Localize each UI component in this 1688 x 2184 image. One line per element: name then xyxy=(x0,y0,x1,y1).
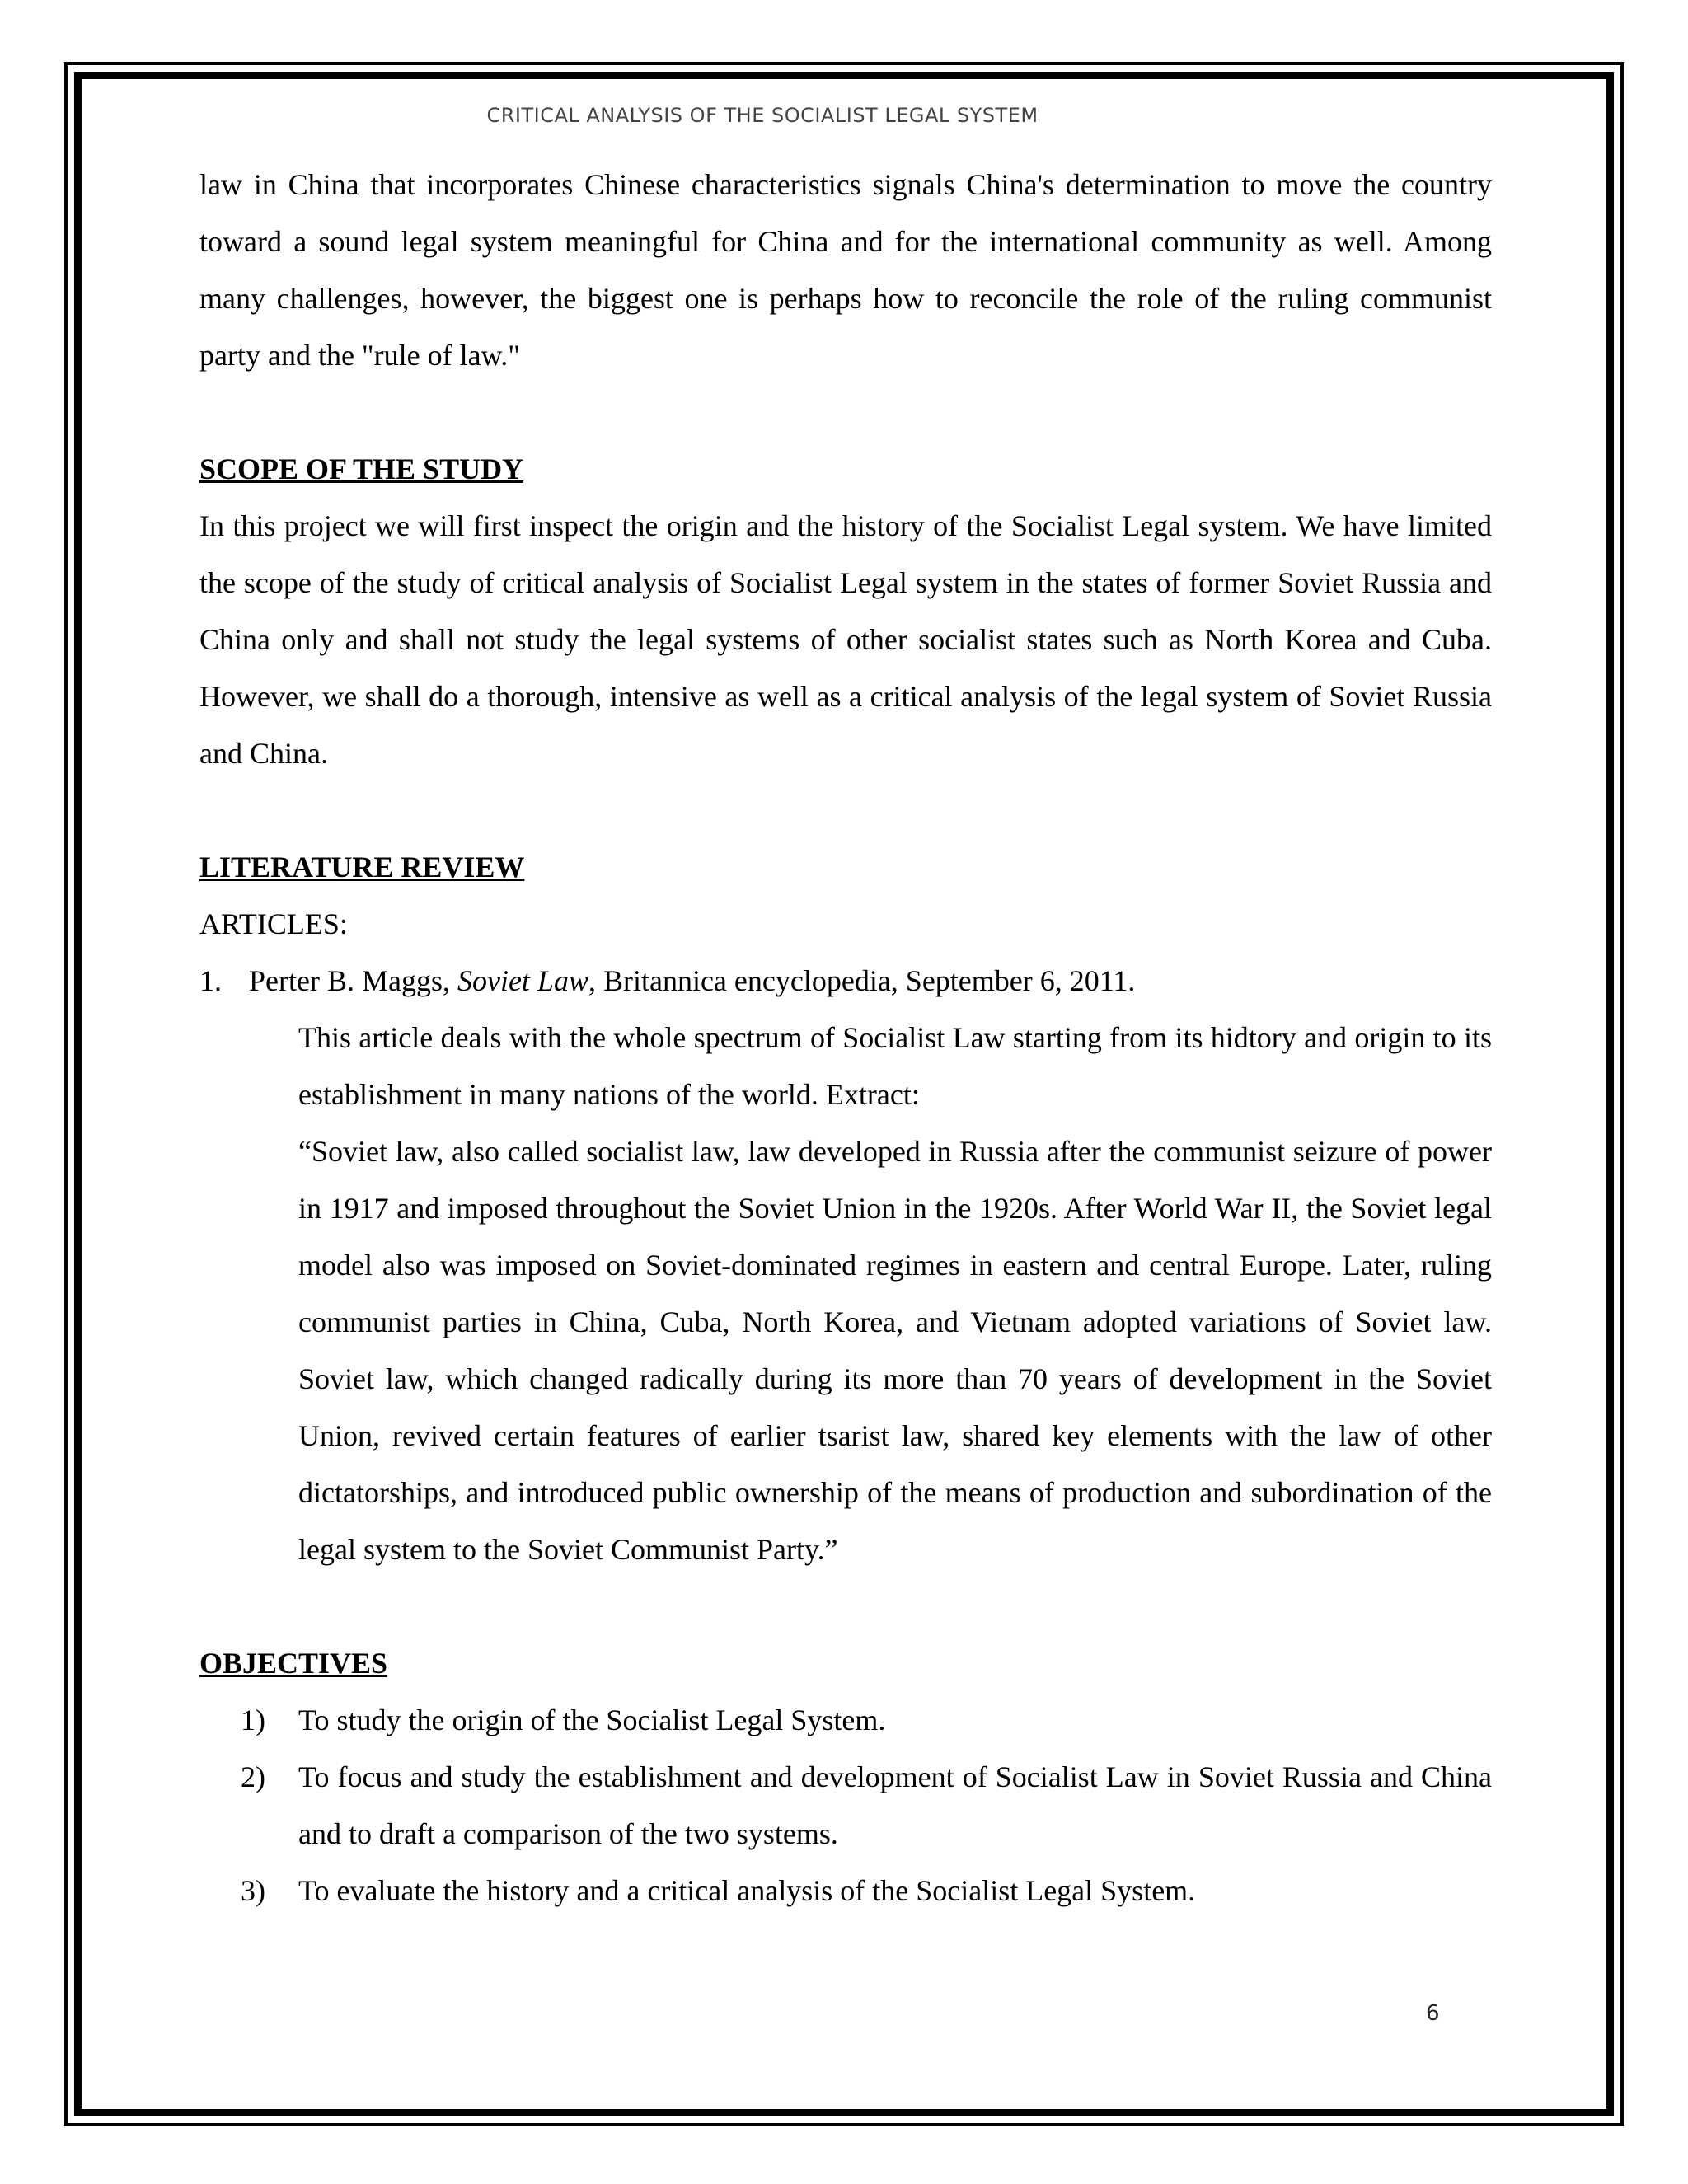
article-description: This article deals with the whole spectrum of Socialist Law starting from its hidtory and origin to its establishment in many nations of the world. Extract: xyxy=(298,1021,1492,1111)
scope-heading: SCOPE OF THE STUDY xyxy=(199,452,524,485)
section-gap xyxy=(199,1578,1492,1635)
section-gap xyxy=(199,384,1492,441)
article-source: , Britannica encyclopedia, September 6, 2011. xyxy=(588,964,1136,997)
objective-text: To evaluate the history and a critical analysis of the Socialist Legal System. xyxy=(298,1874,1196,1907)
running-header: CRITICAL ANALYSIS OF THE SOCIALIST LEGAL SYSTEM xyxy=(486,104,1039,127)
objective-number: 2) xyxy=(241,1760,265,1793)
literature-heading: LITERATURE REVIEW xyxy=(199,851,525,883)
objective-item xyxy=(199,1749,1492,1863)
intro-paragraph: law in China that incorporates Chinese characteristics signals China's determination to move the country toward a sound legal system meaningful for China and for the international community as well. Among many challenges, however, the biggest one is perhaps how to reconcile the role of the ruling communist party and the "rule of law." xyxy=(199,168,1492,372)
objective-text: To focus and study the establishment and development of Socialist Law in Soviet Russia and China and to draft a comparison of the two systems. xyxy=(298,1760,1492,1850)
article-title: Soviet Law xyxy=(457,964,588,997)
page-number: 6 xyxy=(1426,2001,1440,2026)
objective-item xyxy=(199,1863,1492,1919)
page-body xyxy=(199,157,1492,1919)
citation-text xyxy=(249,953,1135,1010)
article-quote: “Soviet law, also called socialist law, law developed in Russia after the communist seizure of power in 1917 and imposed throughout the Soviet Union in the 1920s. After World War II, the Soviet legal model also was imposed on Soviet-dominated regimes in eastern and central Europe. Later, ruling communist parties in China, Cuba, North Korea, and Vietnam adopted variations of Soviet law. Soviet law, which changed radically during its more than 70 years of development in the Soviet Union, revived certain features of earlier tsarist law, shared key elements with the law of other dictatorships, and introduced public ownership of the means of production and subordination of the legal system to the Soviet Communist Party.” xyxy=(298,1135,1492,1566)
objective-number: 1) xyxy=(241,1704,265,1736)
objective-text: To study the origin of the Socialist Legal System. xyxy=(298,1704,886,1736)
article-citation xyxy=(199,953,1492,1010)
articles-subheading: ARTICLES: xyxy=(199,907,348,940)
scope-paragraph: In this project we will first inspect the origin and the history of the Socialist Legal system. We have limited the scope of the study of critical analysis of Socialist Legal system in the states of former Soviet Russia and China only and shall not study the legal systems of other socialist states such as North Korea and Cuba. However, we shall do a thorough, intensive as well as a critical analysis of the legal system of Soviet Russia and China. xyxy=(199,509,1492,770)
article-author: Perter B. Maggs, xyxy=(249,964,457,997)
objectives-heading: OBJECTIVES xyxy=(199,1647,388,1680)
article-number: 1. xyxy=(199,964,222,997)
objective-item xyxy=(199,1692,1492,1749)
section-gap xyxy=(199,782,1492,839)
objective-number: 3) xyxy=(241,1874,265,1907)
